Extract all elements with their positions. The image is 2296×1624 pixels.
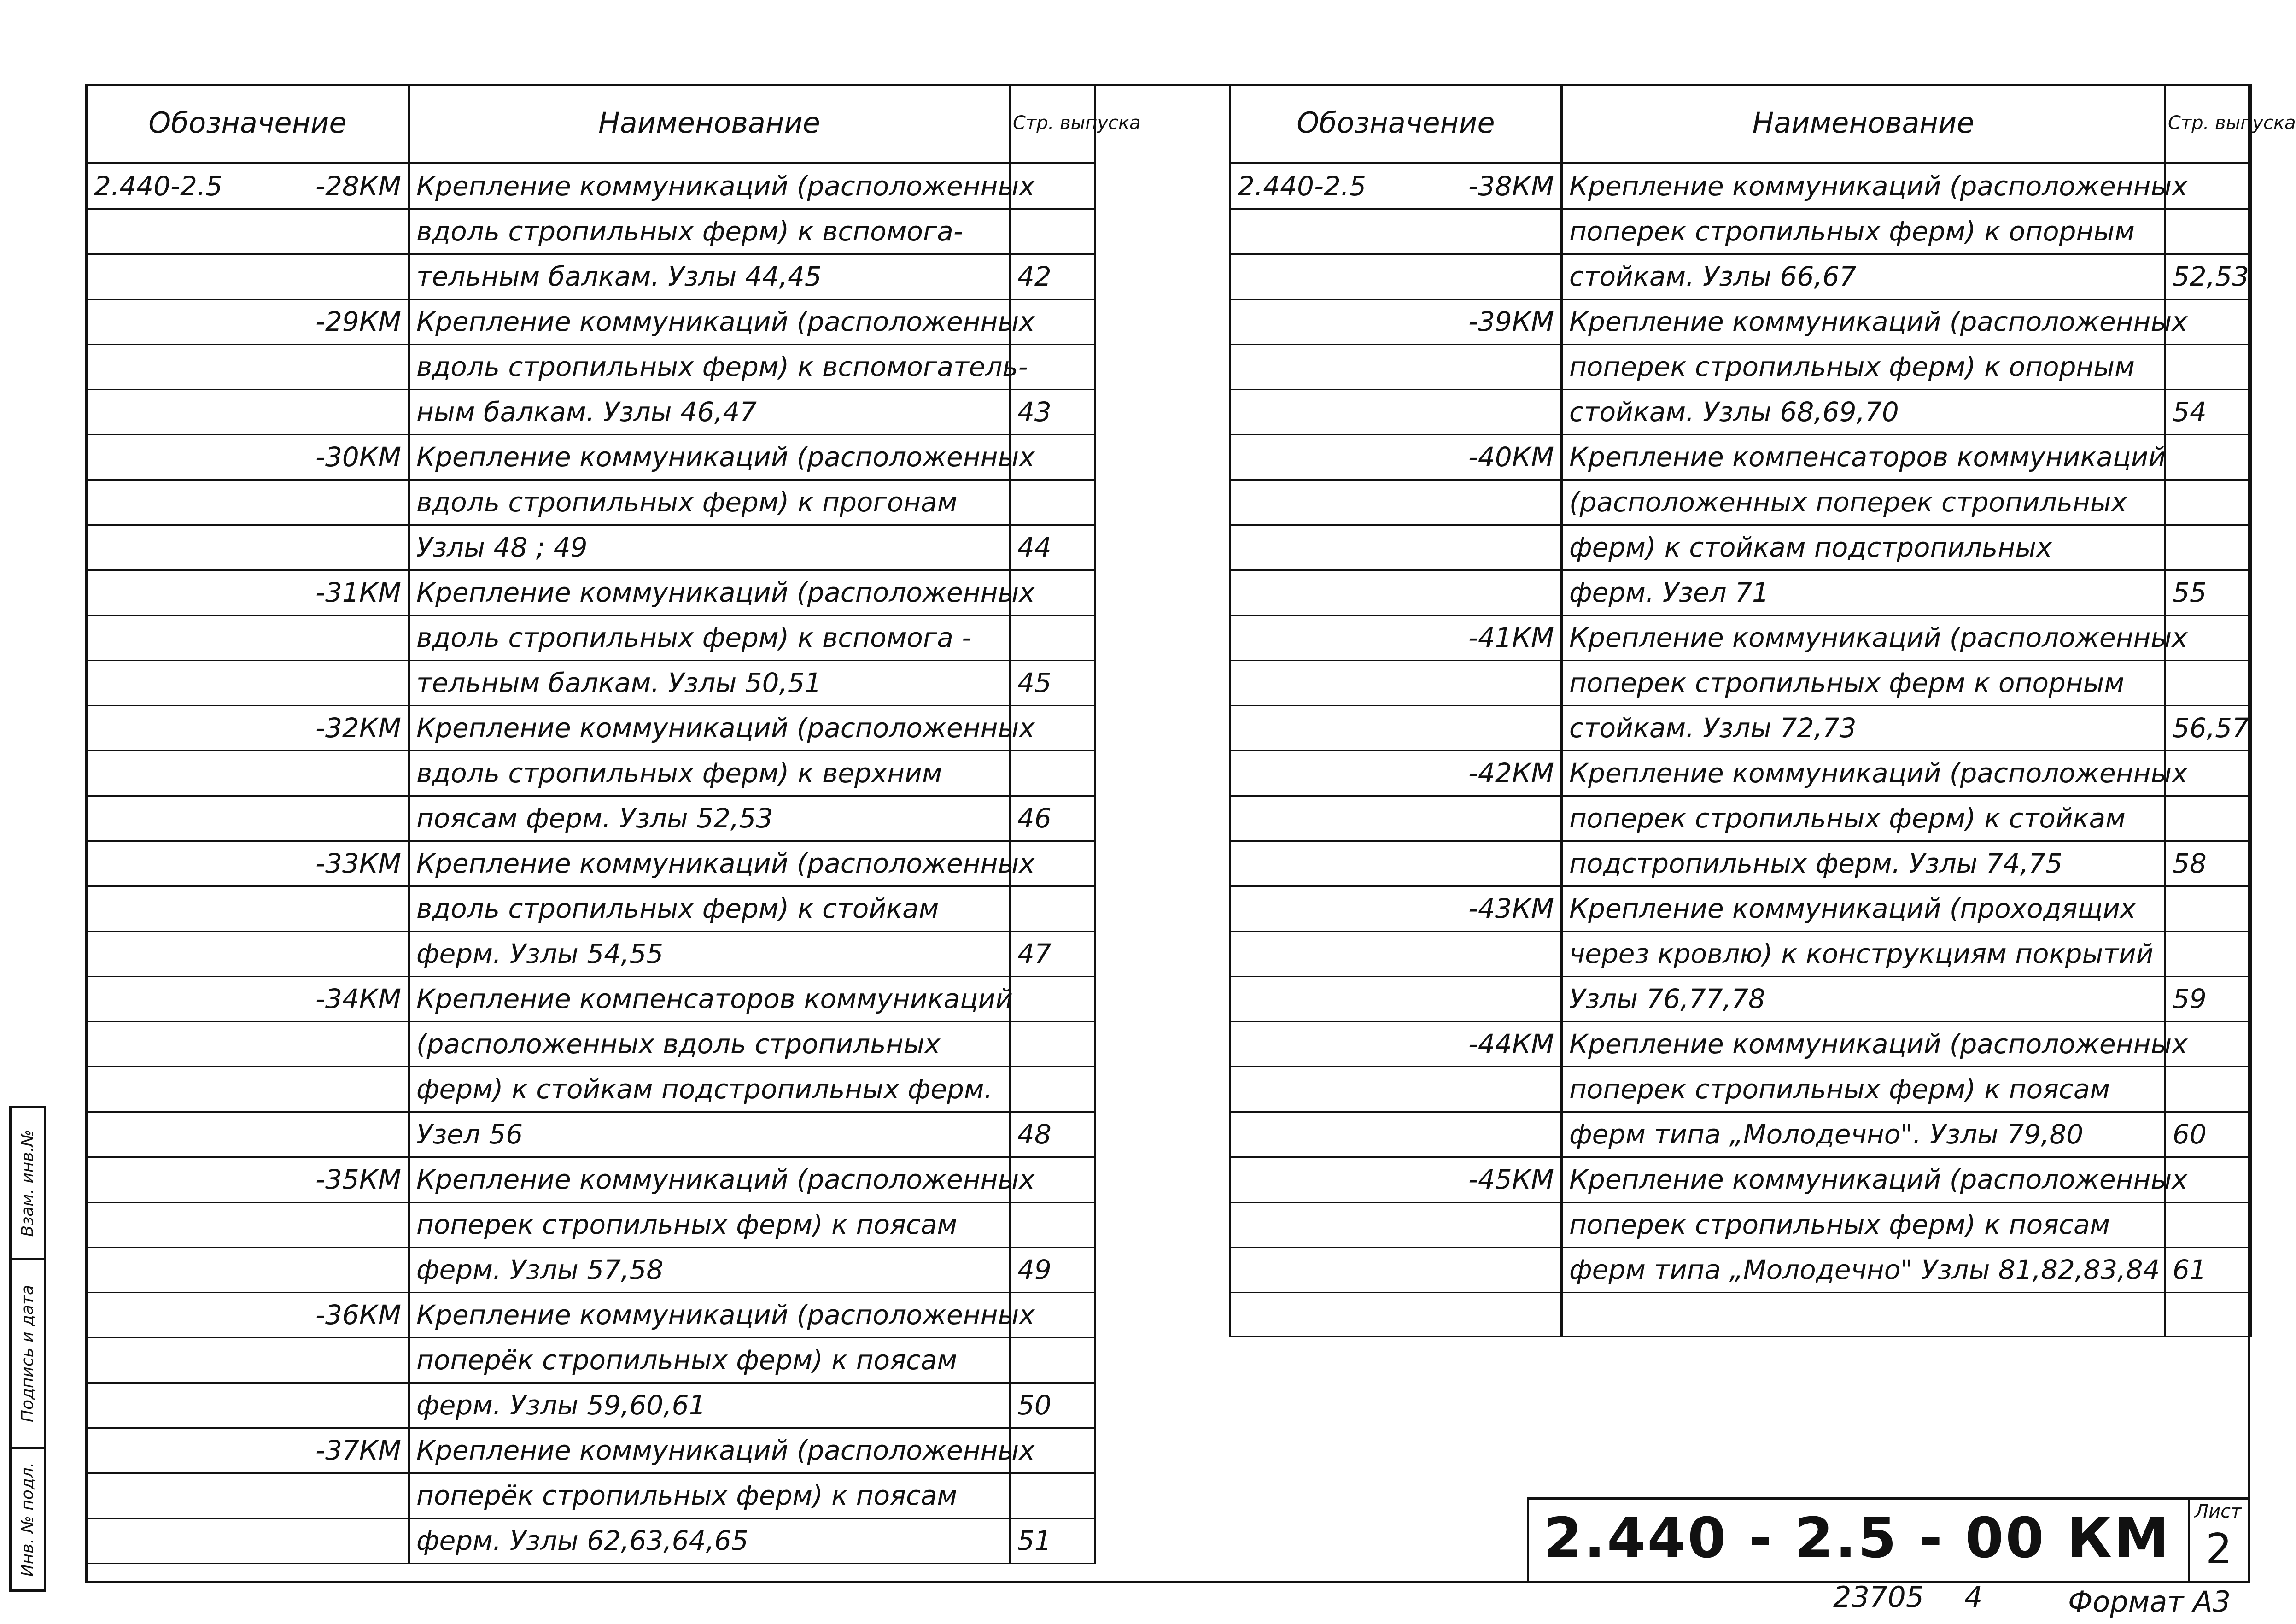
name-cell: ферм. Узел 71 (1562, 570, 2165, 615)
designation-cell (87, 570, 409, 615)
table-header-row (87, 84, 1095, 163)
designation-code: -36КМ (315, 1299, 401, 1331)
table-row (87, 1337, 1095, 1383)
designation-cell (87, 389, 409, 434)
table-row (1230, 705, 2251, 750)
designation-cell (87, 841, 409, 886)
designation-code: -31КМ (315, 576, 401, 608)
table-row (1230, 163, 2251, 209)
designation-cell (1230, 389, 1562, 434)
name-cell: Узлы 76,77,78 (1562, 976, 2165, 1021)
table-row (1230, 434, 2251, 480)
designation-code: -35КМ (315, 1163, 401, 1195)
side-cell (12, 1260, 44, 1449)
right-specification-table (1229, 84, 2296, 1337)
designation-cell (1230, 480, 1562, 525)
name-cell: поясам ферм. Узлы 52,53 (409, 796, 1010, 841)
designation-cell (1230, 525, 1562, 570)
name-cell: поперек стропильных ферм к опорным (1562, 660, 2165, 705)
name-cell: поперек стропильных ферм) к опорным (1562, 344, 2165, 389)
page-cell (2165, 1202, 2251, 1247)
table-row (1230, 1112, 2251, 1157)
table-row (1230, 615, 2251, 660)
designation-cell (87, 1428, 409, 1473)
designation-code: -32КМ (315, 712, 401, 744)
designation-cell (1230, 163, 1562, 209)
side-stamp (9, 1106, 46, 1592)
designation-cell (1230, 1157, 1562, 1202)
designation-cell (1230, 1067, 1562, 1112)
name-cell: ферм. Узлы 59,60,61 (409, 1383, 1010, 1428)
name-cell: Крепление коммуникаций (проходящих (1562, 886, 2165, 931)
designation-cell (1230, 434, 1562, 480)
page-cell: 52,53 (2165, 254, 2251, 299)
designation-code: -43КМ (1468, 892, 1554, 924)
name-cell: ферм. Узлы 57,58 (409, 1247, 1010, 1292)
table-row (1230, 1292, 2251, 1336)
table-row (87, 254, 1095, 299)
designation-cell (1230, 615, 1562, 660)
designation-cell (87, 886, 409, 931)
name-cell: ным балкам. Узлы 46,47 (409, 389, 1010, 434)
table-row (87, 660, 1095, 705)
page-cell: 58 (2165, 841, 2251, 886)
page-cell: 50 (1010, 1383, 1095, 1428)
table-row (1230, 931, 2251, 976)
designation-cell (87, 1021, 409, 1067)
table-row (1230, 660, 2251, 705)
header-name: Наименование (409, 84, 1010, 163)
designation-code: -41КМ (1468, 621, 1554, 653)
table-row (87, 1473, 1095, 1518)
name-cell: ферм типа „Молодечно" Узлы 81,82,83,84 (1562, 1247, 2165, 1292)
table-row (87, 1021, 1095, 1067)
name-cell: (расположенных поперек стропильных (1562, 480, 2165, 525)
designation-cell (87, 1112, 409, 1157)
designation-code: -39КМ (1468, 305, 1554, 337)
name-cell: Крепление компенсаторов коммуникаций (409, 976, 1010, 1021)
header-page: Стр. выпуска (1010, 84, 1095, 163)
designation-cell (87, 1247, 409, 1292)
name-cell: стойкам. Узлы 66,67 (1562, 254, 2165, 299)
designation-code: -30КМ (315, 441, 401, 473)
page-cell: 42 (1010, 254, 1095, 299)
page-cell (2165, 525, 2251, 570)
name-cell: стойкам. Узлы 68,69,70 (1562, 389, 2165, 434)
name-cell: Крепление коммуникаций (расположенных (409, 1428, 1010, 1473)
page-cell: 60 (2165, 1112, 2251, 1157)
table-row (1230, 389, 2251, 434)
page-cell (2165, 886, 2251, 931)
table-row (1230, 976, 2251, 1021)
designation-cell (87, 1292, 409, 1337)
page-cell: 55 (2165, 570, 2251, 615)
designation-cell (87, 660, 409, 705)
name-cell: стойкам. Узлы 72,73 (1562, 705, 2165, 750)
name-cell: поперек стропильных ферм) к поясам (1562, 1202, 2165, 1247)
name-cell: поперек стропильных ферм) к поясам (1562, 1067, 2165, 1112)
table-row (87, 344, 1095, 389)
table-row (87, 1202, 1095, 1247)
table-row (1230, 209, 2251, 254)
table-row (1230, 1021, 2251, 1067)
designation-cell (1230, 796, 1562, 841)
table-row (87, 1518, 1095, 1563)
page-cell (1010, 750, 1095, 796)
table-row (87, 299, 1095, 344)
page-cell (1010, 480, 1095, 525)
designation-cell (87, 1337, 409, 1383)
name-cell: Крепление компенсаторов коммуникаций (1562, 434, 2165, 480)
name-cell: тельным балкам. Узлы 50,51 (409, 660, 1010, 705)
designation-code: -40КМ (1468, 441, 1554, 473)
page-cell: 44 (1010, 525, 1095, 570)
left-table-body (87, 163, 1095, 1563)
name-cell: поперёк стропильных ферм) к поясам (409, 1473, 1010, 1518)
page-cell (1010, 1067, 1095, 1112)
name-cell: Узлы 48 ; 49 (409, 525, 1010, 570)
designation-cell (1230, 299, 1562, 344)
designation-cell (1230, 976, 1562, 1021)
page-cell (1010, 209, 1095, 254)
name-cell: ферм типа „Молодечно". Узлы 79,80 (1562, 1112, 2165, 1157)
page-cell (2165, 660, 2251, 705)
header-designation: Обозначение (1230, 84, 1562, 163)
name-cell: поперек стропильных ферм) к стойкам (1562, 796, 2165, 841)
designation-cell (1230, 931, 1562, 976)
name-cell: тельным балкам. Узлы 44,45 (409, 254, 1010, 299)
table-row (1230, 570, 2251, 615)
designation-cell (87, 1473, 409, 1518)
table-row (87, 615, 1095, 660)
page-cell: 51 (1010, 1518, 1095, 1563)
table-row (1230, 796, 2251, 841)
archive-suffix: 4 (1964, 1580, 1983, 1614)
designation-cell (1230, 1021, 1562, 1067)
page-cell (1010, 1473, 1095, 1518)
side-label-signature: Подпись и дата (18, 1284, 37, 1423)
name-cell: поперек стропильных ферм) к опорным (1562, 209, 2165, 254)
sheet-label: Лист (2195, 1501, 2242, 1522)
designation-cell (1230, 1247, 1562, 1292)
designation-base: 2.440-2.5 (94, 170, 223, 202)
right-table-body (1230, 163, 2251, 1336)
page-cell (2165, 1292, 2251, 1336)
table-row (87, 1292, 1095, 1337)
table-row (1230, 1157, 2251, 1202)
designation-cell (1230, 750, 1562, 796)
page-cell: 45 (1010, 660, 1095, 705)
name-cell: подстропильных ферм. Узлы 74,75 (1562, 841, 2165, 886)
designation-cell (1230, 570, 1562, 615)
name-cell: Крепление коммуникаций (расположенных (409, 434, 1010, 480)
document-code: 2.440 - 2.5 - 00 КМ (1543, 1507, 2171, 1571)
designation-cell (87, 434, 409, 480)
page-cell: 54 (2165, 389, 2251, 434)
designation-cell (87, 931, 409, 976)
name-cell: ферм. Узлы 54,55 (409, 931, 1010, 976)
page-cell: 46 (1010, 796, 1095, 841)
designation-cell (87, 299, 409, 344)
table-row (87, 480, 1095, 525)
name-cell: вдоль стропильных ферм) к вспомогатель- (409, 344, 1010, 389)
name-cell: вдоль стропильных ферм) к вспомога- (409, 209, 1010, 254)
designation-cell (1230, 209, 1562, 254)
table-header-row (1230, 84, 2251, 163)
table-row (1230, 344, 2251, 389)
page-cell (2165, 931, 2251, 976)
table-row (87, 209, 1095, 254)
table-row (1230, 1067, 2251, 1112)
designation-code: -28КМ (315, 170, 401, 202)
table-row (87, 796, 1095, 841)
page-cell (2165, 209, 2251, 254)
name-cell: Крепление коммуникаций (расположенных (409, 163, 1010, 209)
table-row (87, 1157, 1095, 1202)
table-row (1230, 254, 2251, 299)
table-row (87, 525, 1095, 570)
table-row (87, 931, 1095, 976)
table-row (1230, 1247, 2251, 1292)
table-row (1230, 299, 2251, 344)
table-row (87, 1428, 1095, 1473)
page-cell: 48 (1010, 1112, 1095, 1157)
designation-cell (1230, 344, 1562, 389)
designation-cell (1230, 841, 1562, 886)
page-cell (1010, 1021, 1095, 1067)
designation-code: -37КМ (315, 1434, 401, 1466)
designation-cell (87, 615, 409, 660)
table-row (87, 750, 1095, 796)
name-cell: Крепление коммуникаций (расположенных (409, 1292, 1010, 1337)
designation-cell (1230, 254, 1562, 299)
table-row (87, 1112, 1095, 1157)
table-row (1230, 841, 2251, 886)
name-cell: (расположенных вдоль стропильных (409, 1021, 1010, 1067)
page-cell (1010, 615, 1095, 660)
designation-cell (87, 209, 409, 254)
name-cell: поперёк стропильных ферм) к поясам (409, 1337, 1010, 1383)
table-row (87, 434, 1095, 480)
left-specification-table (85, 84, 1141, 1564)
table-row (87, 1067, 1095, 1112)
page-cell: 49 (1010, 1247, 1095, 1292)
name-cell: вдоль стропильных ферм) к прогонам (409, 480, 1010, 525)
designation-cell (87, 750, 409, 796)
page-cell (2165, 480, 2251, 525)
designation-cell (1230, 886, 1562, 931)
designation-cell (1230, 1292, 1562, 1336)
table-row (87, 886, 1095, 931)
name-cell: Крепление коммуникаций (расположенных (1562, 163, 2165, 209)
side-cell (12, 1108, 44, 1260)
side-cell (12, 1449, 44, 1589)
designation-cell (87, 163, 409, 209)
designation-cell (1230, 705, 1562, 750)
page-cell (1010, 976, 1095, 1021)
page-cell: 43 (1010, 389, 1095, 434)
name-cell: вдоль стропильных ферм) к стойкам (409, 886, 1010, 931)
designation-cell (87, 254, 409, 299)
sheet-number: 2 (2205, 1525, 2232, 1573)
side-label-replace: Взам. инв.№ (18, 1129, 37, 1237)
side-label-inventory: Инв. № подл. (18, 1462, 37, 1577)
header-page: Стр. выпуска (2165, 84, 2251, 163)
name-cell: Крепление коммуникаций (расположенных (1562, 615, 2165, 660)
page-cell: 47 (1010, 931, 1095, 976)
name-cell: Крепление коммуникаций (расположенных (409, 299, 1010, 344)
designation-cell (87, 1157, 409, 1202)
page-cell (1010, 1337, 1095, 1383)
table-row (87, 389, 1095, 434)
table-row (1230, 750, 2251, 796)
name-cell: ферм. Узлы 62,63,64,65 (409, 1518, 1010, 1563)
page-cell (2165, 434, 2251, 480)
name-cell: вдоль стропильных ферм) к верхним (409, 750, 1010, 796)
page-cell (1010, 886, 1095, 931)
designation-cell (87, 796, 409, 841)
designation-cell (87, 1518, 409, 1563)
name-cell: Крепление коммуникаций (расположенных (1562, 750, 2165, 796)
designation-code: -42КМ (1468, 757, 1554, 789)
designation-cell (87, 1067, 409, 1112)
page-cell: 56,57 (2165, 705, 2251, 750)
designation-code: -44КМ (1468, 1028, 1554, 1060)
name-cell: Крепление коммуникаций (расположенных (1562, 299, 2165, 344)
designation-cell (87, 525, 409, 570)
table-row (87, 163, 1095, 209)
table-row (87, 1383, 1095, 1428)
name-cell: ферм) к стойкам подстропильных (1562, 525, 2165, 570)
designation-base: 2.440-2.5 (1238, 170, 1367, 202)
name-cell (1562, 1292, 2165, 1336)
name-cell: Крепление коммуникаций (расположенных (409, 1157, 1010, 1202)
designation-code: -29КМ (315, 305, 401, 337)
designation-cell (1230, 660, 1562, 705)
page-cell (2165, 344, 2251, 389)
designation-code: -34КМ (315, 983, 401, 1014)
table-row (1230, 886, 2251, 931)
designation-code: -45КМ (1468, 1163, 1554, 1195)
table-row (87, 705, 1095, 750)
designation-code: -33КМ (315, 847, 401, 879)
designation-cell (1230, 1202, 1562, 1247)
designation-cell (87, 976, 409, 1021)
designation-cell (87, 480, 409, 525)
designation-cell (87, 344, 409, 389)
table-row (1230, 1202, 2251, 1247)
designation-cell (87, 1202, 409, 1247)
name-cell: Крепление коммуникаций (расположенных (1562, 1157, 2165, 1202)
table-row (87, 976, 1095, 1021)
name-cell: ферм) к стойкам подстропильных ферм. (409, 1067, 1010, 1112)
designation-cell (87, 705, 409, 750)
name-cell: поперек стропильных ферм) к поясам (409, 1202, 1010, 1247)
page-cell (2165, 796, 2251, 841)
table-row (87, 841, 1095, 886)
format-label: Формат А3 (2068, 1585, 2231, 1618)
designation-cell (87, 1383, 409, 1428)
page-cell (2165, 1067, 2251, 1112)
name-cell: Крепление коммуникаций (расположенных (409, 570, 1010, 615)
designation-cell (1230, 1112, 1562, 1157)
header-designation: Обозначение (87, 84, 409, 163)
table-row (87, 1247, 1095, 1292)
page-cell: 59 (2165, 976, 2251, 1021)
table-row (1230, 480, 2251, 525)
name-cell: Крепление коммуникаций (расположенных (409, 705, 1010, 750)
name-cell: через кровлю) к конструкциям покрытий (1562, 931, 2165, 976)
name-cell: Крепление коммуникаций (расположенных (409, 841, 1010, 886)
name-cell: Узел 56 (409, 1112, 1010, 1157)
archive-number: 23705 (1833, 1580, 1924, 1614)
table-row (1230, 525, 2251, 570)
header-name: Наименование (1562, 84, 2165, 163)
page-cell (1010, 1202, 1095, 1247)
designation-code: -38КМ (1468, 170, 1554, 202)
page-cell: 61 (2165, 1247, 2251, 1292)
name-cell: вдоль стропильных ферм) к вспомога - (409, 615, 1010, 660)
name-cell: Крепление коммуникаций (расположенных (1562, 1021, 2165, 1067)
table-row (87, 570, 1095, 615)
